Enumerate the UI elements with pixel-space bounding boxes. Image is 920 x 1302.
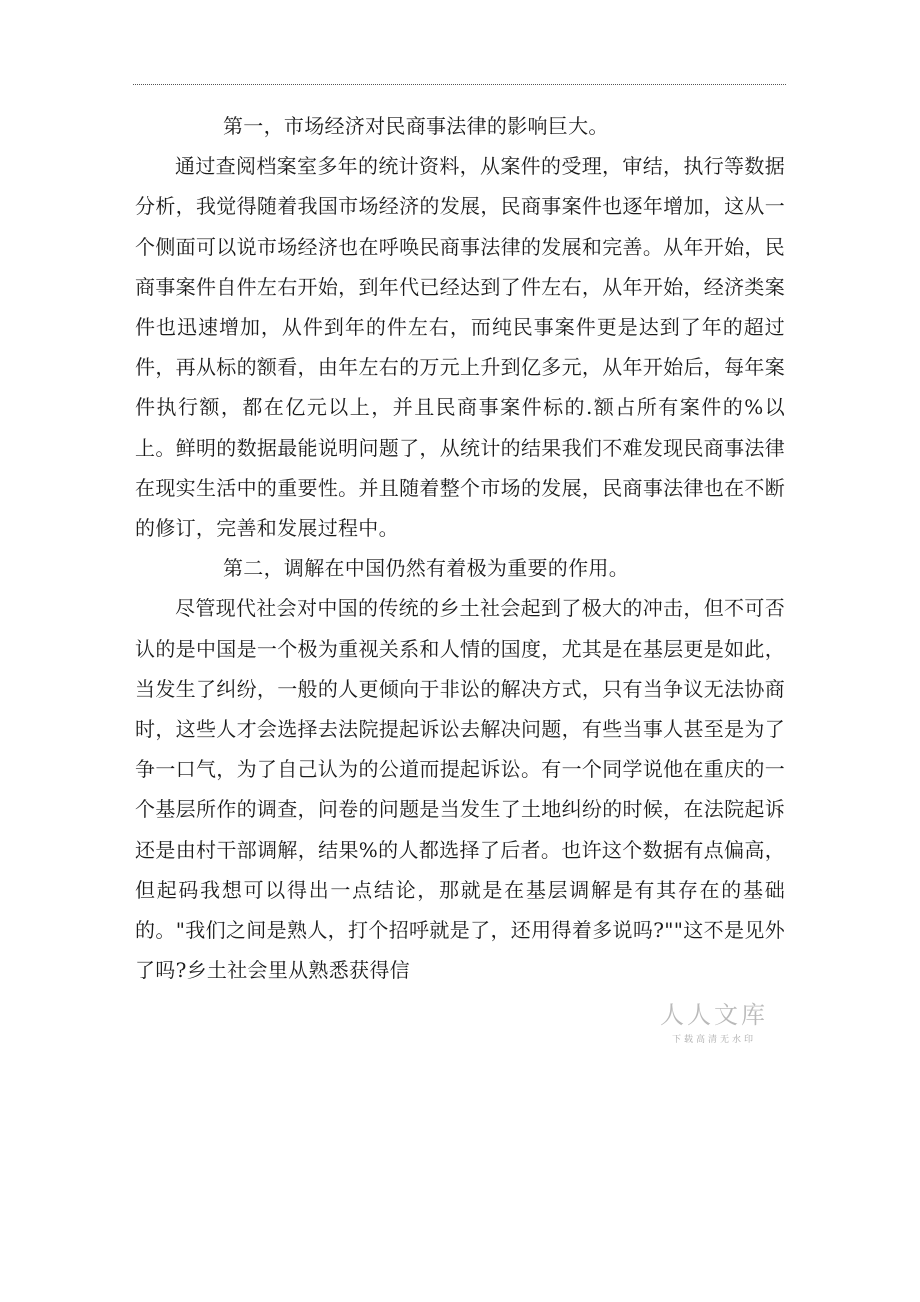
- paragraph-2: 尽管现代社会对中国的传统的乡土社会起到了极大的冲击，但不可否认的是中国是一个极为重视关系和人情的国度，尤其是在基层更是如此，当发生了纠纷，一般的人更倾向于非讼的解决方式，只有当争议无法协商时，这些人才会选择去法院提起诉讼去解决问题，有些当事人甚至是为了争一口气，为了自己认为的公道而提起诉讼。有一个同学说他在重庆的一个基层所作的调查，问卷的问题是当发生了土地纠纷的时候，在法院起诉还是由村干部调解，结果%的人都选择了后者。也许这个数据有点偏高，但起码我想可以得出一点结论，那就是在基层调解是有其存在的基础的。"我们之间是熟人，打个招呼就是了，还用得着多说吗?""这不是见外了吗?乡土社会里从熟悉获得信: [135, 596, 785, 983]
- section-heading-2: 第二，调解在中国仍然有着极为重要的作用。: [223, 556, 629, 581]
- section-heading-1: 第一，市场经济对民商事法律的影响巨大。: [223, 114, 609, 138]
- watermark-logo: [644, 1002, 784, 1045]
- header-rule: [133, 84, 786, 85]
- watermark-title: 人人文库: [660, 1001, 768, 1029]
- watermark-subtitle: 下载高清无水印: [671, 1035, 756, 1045]
- document-body: [135, 106, 785, 990]
- paragraph-1: 通过查阅档案室多年的统计资料，从案件的受理，审结，执行等数据分析，我觉得随着我国市场经济的发展，民商事案件也逐年增加，这从一个侧面可以说市场经济也在呼唤民商事法律的发展和完善。从年开始，民商事案件自件左右开始，到年代已经达到了件左右，从年开始，经济类案件也迅速增加，从件到年的件左右，而纯民事案件更是达到了年的超过件，再从标的额看，由年左右的万元上升到亿多元，从年开始后，每年案件执行额，都在亿元以上，并且民商事案件标的.额占所有案件的%以上。鲜明的数据最能说明问题了，从统计的结果我们不难发现民商事法律在现实生活中的重要性。并且随着整个市场的发展，民商事法律也在不断的修订，完善和发展过程中。: [135, 154, 785, 541]
